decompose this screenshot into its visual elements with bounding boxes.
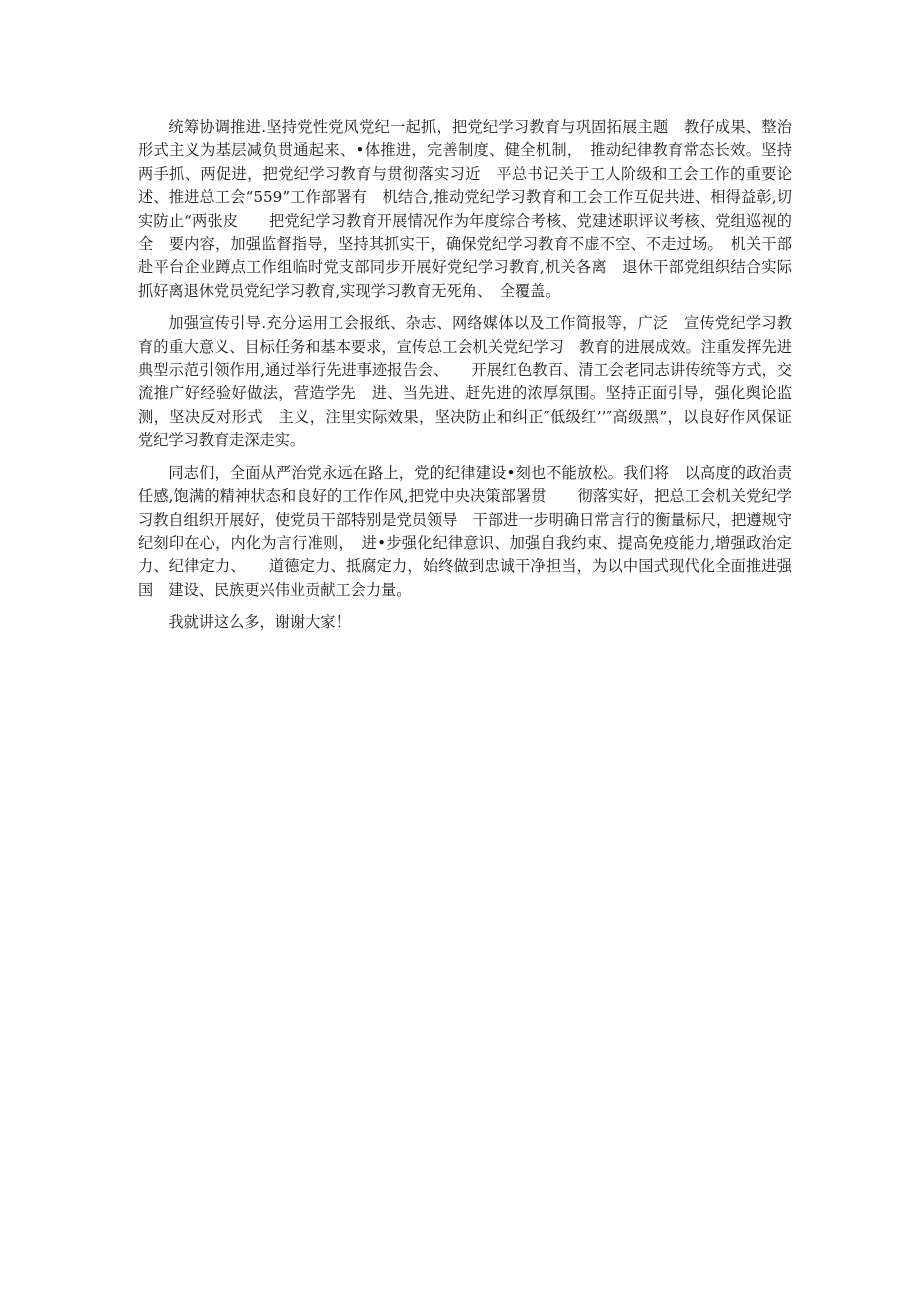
paragraph-closing: 我就讲这么多，谢谢大家！ <box>168 613 351 632</box>
paragraph-coordination: 统筹协调推进.坚持党性党风党纪一起抓，把党纪学习教育与巩固拓展主题 教仔成果、整治形式主义为基层减负贯通起来、•体推进，完善制度、健全机制， 推动纪律教育常态长效。坚持两手抓、两促进，把党纪学习教育与贯彻落实习近 平总书记关于工人阶级和工会工作的重要论述、推进总工会“559”工作部署有 机结合,推动党纪学习教育和工会工作互促共进、相得益彰,切实防止“两张皮 把党纪学习教育开展情况作为年度综合考核、党建述职评议考核、党组巡视的全 要内容，加强监督指导，坚持其抓实干，确保党纪学习教育不虚不空、不走过场。 机关干部赴平台企业蹲点工作组临时党支部同步开展好党纪学习教育,机关各离 退休干部党组织结合实际抓好离退休党员党纪学习教育,实现学习教育无死角、 全覆盖。 <box>138 118 792 300</box>
paragraph-publicity: 加强宣传引导.充分运用工会报纸、杂志、网络媒体以及工作简报等，广泛 宣传党纪学习教育的重大意义、目标任务和基本要求，宣传总工会机关党纪学习 教育的进展成效。注重发挥先进典型示范引领作用,通过举行先进事迹报告会、 开展红色教百、清工会老同志讲传统等方式，交流推广好经验好做法，营造学先 进、当先进、赶先进的浓厚氛围。坚持正面引导，强化舆论监测，坚决反对形式 主义，注里实际效果，坚决防止和纠正″低级红’’″高级黑”，以良好作风保证 党纪学习教育走深走实。 <box>138 314 808 450</box>
document-page <box>138 116 808 644</box>
paragraph-comrades: 同志们，全面从严治党永远在路上，党的纪律建设•刻也不能放松。我们将 以高度的政治责任感,饱满的精神状态和良好的工作作风,把党中央决策部署贯 彻落实好，把总工会机关党纪学习教自组织开展好，使党员干部特别是党员领导 干部进一步明确日常言行的衡量标尺，把遵规守纪刻印在心，内化为言行准则， 进•步强化纪律意识、加强自我约束、提高免疫能力,增强政治定力、纪律定力、 道德定力、抵腐定力，始终做到忠诚干净担当，为以中国式现代化全面推进强国 建设、民族更兴伟业贡献工会力量。 <box>138 463 792 599</box>
